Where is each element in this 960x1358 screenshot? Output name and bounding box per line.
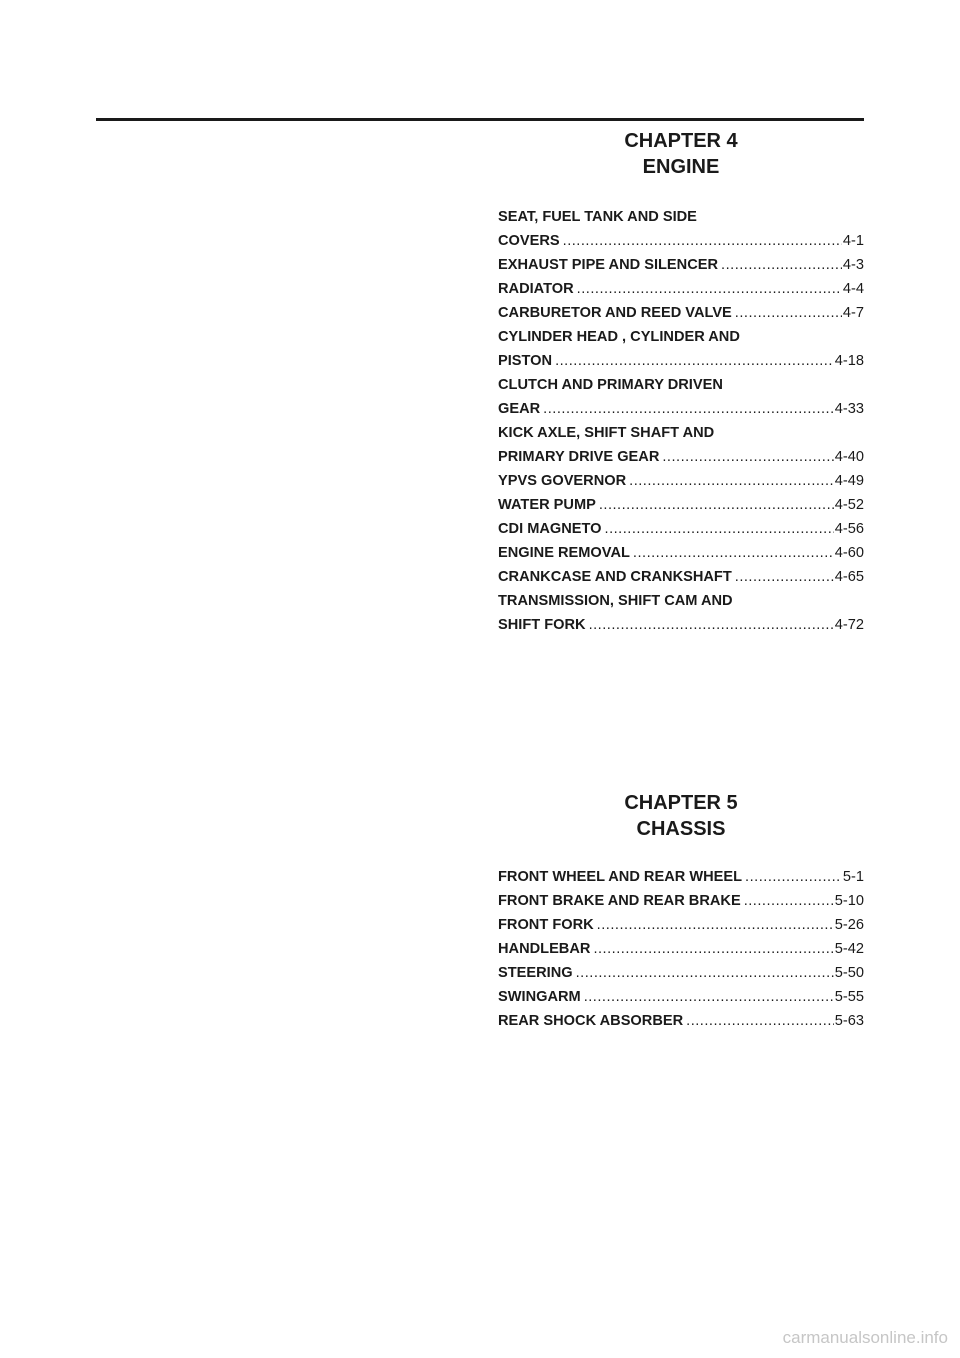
toc-page-number: 5-50 — [834, 965, 864, 981]
toc-entry-title-line: TRANSMISSION, SHIFT CAM AND — [498, 593, 733, 609]
toc-page-number: 5-1 — [842, 869, 864, 885]
toc-entry-row — [498, 937, 864, 961]
toc-entry-label: YPVS GOVERNOR — [498, 473, 627, 489]
toc-entry[interactable] — [498, 373, 864, 421]
toc-entry[interactable] — [498, 253, 864, 277]
dot-leader — [555, 349, 834, 373]
toc-entry-label: WATER PUMP — [498, 497, 596, 513]
toc-entry-row — [498, 517, 864, 541]
toc-entry-label: HANDLEBAR — [498, 941, 591, 957]
chapter-5-header — [498, 790, 864, 842]
toc-entry[interactable] — [498, 205, 864, 253]
toc-entry-row — [498, 253, 864, 277]
toc-entry-label: GEAR — [498, 401, 541, 417]
toc-page-number: 5-10 — [834, 893, 864, 909]
dot-leader — [584, 985, 834, 1009]
chapter-4-title: ENGINE — [642, 156, 720, 178]
toc-entry-row — [498, 985, 864, 1009]
toc-page-number: 4-3 — [842, 257, 864, 273]
dot-leader — [735, 565, 834, 589]
toc-entry-label: PISTON — [498, 353, 553, 369]
dot-leader — [744, 889, 834, 913]
toc-page-number: 4-33 — [834, 401, 864, 417]
toc-entry[interactable] — [498, 301, 864, 325]
toc-entry-row — [498, 865, 864, 889]
toc-entry-label: SWINGARM — [498, 989, 581, 1005]
dot-leader — [589, 613, 834, 637]
dot-leader — [577, 277, 842, 301]
toc-page-number: 4-72 — [834, 617, 864, 633]
toc-entry[interactable] — [498, 469, 864, 493]
toc-entry[interactable] — [498, 865, 864, 889]
chapter-5-title: CHASSIS — [636, 818, 726, 840]
toc-entry-row — [498, 445, 864, 469]
toc-entry-label: CRANKCASE AND CRANKSHAFT — [498, 569, 732, 585]
dot-leader — [633, 541, 834, 565]
toc-page-number: 5-26 — [834, 917, 864, 933]
toc-entry[interactable] — [498, 325, 864, 373]
toc-page-number: 4-60 — [834, 545, 864, 561]
toc-page-number: 4-18 — [834, 353, 864, 369]
dot-leader — [721, 253, 842, 277]
toc-entry-row — [498, 301, 864, 325]
toc-entry-row — [498, 913, 864, 937]
toc-entry-row — [498, 613, 864, 637]
toc-entry-row — [498, 229, 864, 253]
toc-page-number: 4-4 — [842, 281, 864, 297]
dot-leader — [662, 445, 833, 469]
toc-page-number: 5-63 — [834, 1013, 864, 1029]
toc-entry[interactable] — [498, 565, 864, 589]
toc-page-number: 5-42 — [834, 941, 864, 957]
toc-entry[interactable] — [498, 421, 864, 469]
toc-entry[interactable] — [498, 937, 864, 961]
toc-entry-label: FRONT FORK — [498, 917, 594, 933]
dot-leader — [629, 469, 834, 493]
toc-page-number: 4-56 — [834, 521, 864, 537]
toc-entry-row — [498, 493, 864, 517]
toc-entry-title-line: CYLINDER HEAD , CYLINDER AND — [498, 329, 740, 345]
chapter-5-toc — [498, 865, 864, 1033]
toc-entry[interactable] — [498, 541, 864, 565]
toc-entry-title-line: CLUTCH AND PRIMARY DRIVEN — [498, 377, 723, 393]
watermark: carmanualsonline.info — [782, 1328, 948, 1347]
toc-entry[interactable] — [498, 961, 864, 985]
toc-page-number: 4-7 — [842, 305, 864, 321]
toc-entry[interactable] — [498, 277, 864, 301]
toc-entry-title-line: SEAT, FUEL TANK AND SIDE — [498, 209, 697, 225]
dot-leader — [576, 961, 834, 985]
dot-leader — [563, 229, 842, 253]
dot-leader — [605, 517, 834, 541]
toc-entry-row — [498, 1009, 864, 1033]
toc-entry-row — [498, 277, 864, 301]
dot-leader — [745, 865, 842, 889]
toc-entry-label: EXHAUST PIPE AND SILENCER — [498, 257, 719, 273]
toc-entry-label: SHIFT FORK — [498, 617, 586, 633]
toc-entry-label: FRONT WHEEL AND REAR WHEEL — [498, 869, 743, 885]
dot-leader — [593, 937, 833, 961]
toc-entry-label: FRONT BRAKE AND REAR BRAKE — [498, 893, 741, 909]
chapter-4-toc — [498, 205, 864, 637]
top-rule — [96, 118, 864, 121]
dot-leader — [686, 1009, 834, 1033]
dot-leader — [735, 301, 842, 325]
chapter-5-heading: CHAPTER 5 — [624, 792, 738, 814]
toc-entry[interactable] — [498, 517, 864, 541]
toc-entry[interactable] — [498, 913, 864, 937]
dot-leader — [543, 397, 834, 421]
toc-entry-label: CDI MAGNETO — [498, 521, 602, 537]
dot-leader — [599, 493, 834, 517]
toc-entry[interactable] — [498, 1009, 864, 1033]
toc-entry[interactable] — [498, 589, 864, 637]
toc-entry-row — [498, 397, 864, 421]
toc-entry-row — [498, 349, 864, 373]
toc-entry-row — [498, 961, 864, 985]
toc-entry-label: CARBURETOR AND REED VALVE — [498, 305, 732, 321]
toc-entry[interactable] — [498, 889, 864, 913]
toc-entry[interactable] — [498, 493, 864, 517]
toc-page-number: 5-55 — [834, 989, 864, 1005]
dot-leader — [597, 913, 834, 937]
toc-entry-row — [498, 565, 864, 589]
toc-entry-label: ENGINE REMOVAL — [498, 545, 630, 561]
toc-page-number: 4-40 — [834, 449, 864, 465]
toc-entry-label: PRIMARY DRIVE GEAR — [498, 449, 660, 465]
toc-page-number: 4-65 — [834, 569, 864, 585]
toc-entry-row — [498, 541, 864, 565]
toc-entry-row — [498, 889, 864, 913]
toc-entry-row — [498, 469, 864, 493]
toc-entry[interactable] — [498, 985, 864, 1009]
toc-entry-label: REAR SHOCK ABSORBER — [498, 1013, 684, 1029]
toc-page-number: 4-52 — [834, 497, 864, 513]
chapter-4-header — [498, 128, 864, 180]
toc-page-number: 4-49 — [834, 473, 864, 489]
toc-entry-label: COVERS — [498, 233, 560, 249]
toc-entry-label: RADIATOR — [498, 281, 574, 297]
toc-entry-label: STEERING — [498, 965, 573, 981]
toc-entry-title-line: KICK AXLE, SHIFT SHAFT AND — [498, 425, 715, 441]
chapter-4-heading: CHAPTER 4 — [624, 130, 738, 152]
toc-page-number: 4-1 — [842, 233, 864, 249]
